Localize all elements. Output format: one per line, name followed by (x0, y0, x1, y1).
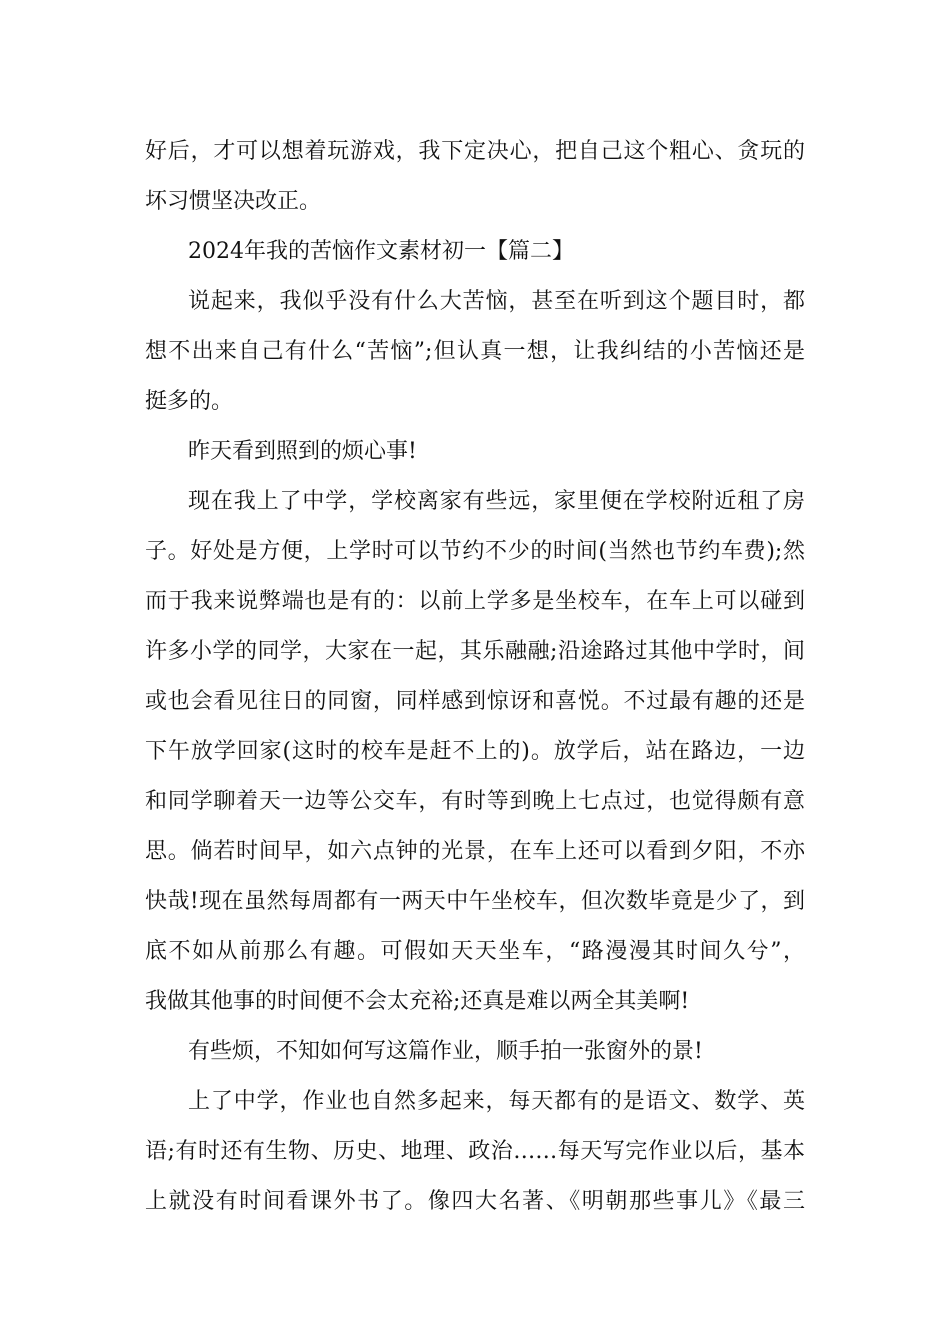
text-line: 上就没有时间看课外书了。像四大名著、《明朝那些事儿》《最三 (145, 1189, 805, 1214)
text-line: 许多小学的同学，大家在一起，其乐融融;沿途路过其他中学时，间 (145, 639, 805, 664)
text-line: 有些烦，不知如何写这篇作业，顺手拍一张窗外的景! (188, 1039, 703, 1064)
text-line: 上了中学，作业也自然多起来，每天都有的是语文、数学、英 (188, 1089, 805, 1114)
text-line: 昨天看到照到的烦心事! (188, 439, 417, 464)
section-heading: 2024年我的苦恼作文素材初一【篇二】 (188, 239, 574, 264)
text-line: 挺多的。 (145, 389, 234, 414)
text-line: 和同学聊着天一边等公交车，有时等到晚上七点过，也觉得颇有意 (145, 789, 805, 814)
text-line: 好后，才可以想着玩游戏，我下定决心，把自己这个粗心、贪玩的 (145, 139, 805, 164)
text-line: 语;有时还有生物、历史、地理、政治……每天写完作业以后，基本 (145, 1139, 805, 1164)
text-line: 而于我来说弊端也是有的：以前上学多是坐校车，在车上可以碰到 (145, 589, 805, 614)
text-line: 快哉!现在虽然每周都有一两天中午坐校车，但次数毕竟是少了，到 (145, 889, 805, 914)
text-line: 或也会看见往日的同窗，同样感到惊讶和喜悦。不过最有趣的还是 (145, 689, 805, 714)
text-line: 想不出来自己有什么“苦恼”;但认真一想，让我纠结的小苦恼还是 (145, 339, 805, 364)
text-line: 现在我上了中学，学校离家有些远，家里便在学校附近租了房 (188, 489, 805, 514)
text-line: 说起来，我似乎没有什么大苦恼，甚至在听到这个题目时，都 (188, 289, 805, 314)
text-line: 我做其他事的时间便不会太充裕;还真是难以两全其美啊! (145, 989, 690, 1014)
text-line: 底不如从前那么有趣。可假如天天坐车，“路漫漫其时间久兮”， (145, 939, 805, 964)
text-line: 子。好处是方便，上学时可以节约不少的时间(当然也节约车费);然 (145, 539, 805, 564)
text-line: 下午放学回家(这时的校车是赶不上的)。放学后，站在路边，一边 (145, 739, 805, 764)
text-line: 思。倘若时间早，如六点钟的光景，在车上还可以看到夕阳，不亦 (145, 839, 805, 864)
text-line: 坏习惯坚决改正。 (145, 189, 322, 214)
